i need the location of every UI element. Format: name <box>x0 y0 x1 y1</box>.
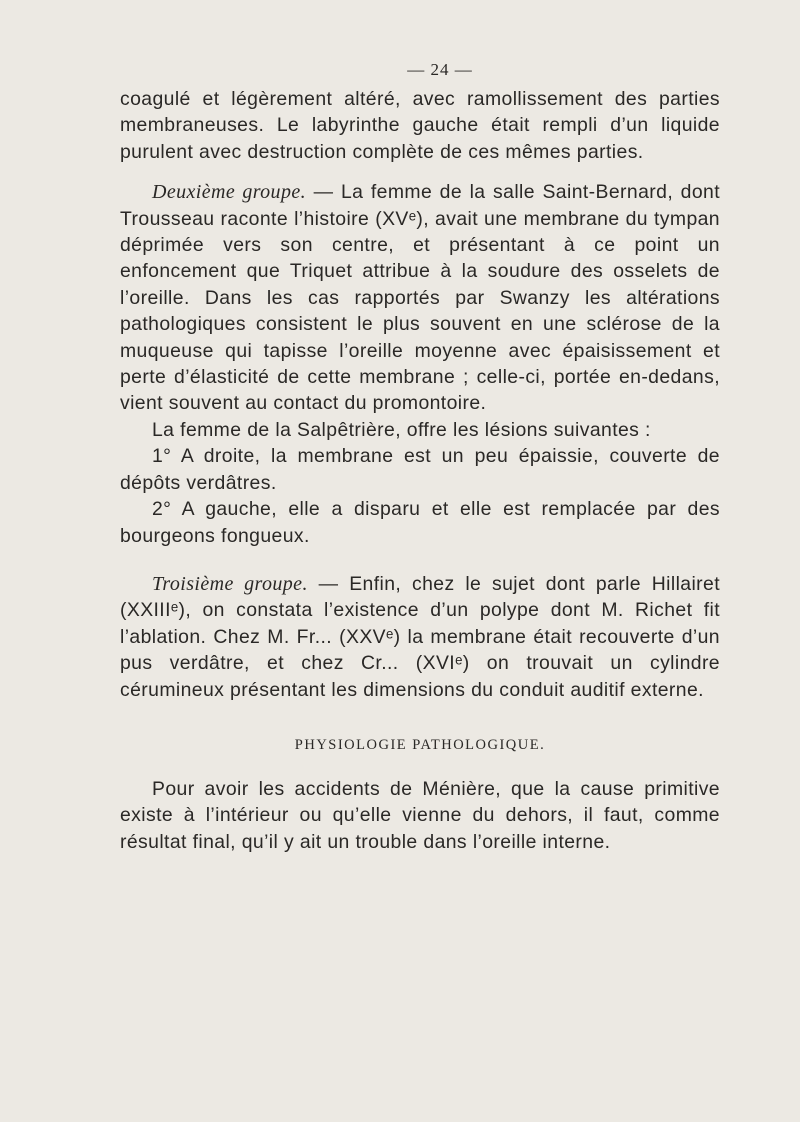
section-heading-physiologie: PHYSIOLOGIE PATHOLOGIQUE. <box>294 736 546 753</box>
page-number: — 24 — <box>407 60 473 79</box>
document-page <box>120 60 720 855</box>
paragraph-salpetriere: La femme de la Salpêtrière, offre les lésions suivantes : <box>152 418 651 441</box>
paragraph-continuation: coagulé et légèrement altéré, avec ramollissement des parties membraneuses. Le labyrinthe gauche était rempli d’un liquide purulent avec destruction complète de ces mêmes parties. <box>120 88 720 163</box>
list-item-gauche: 2° A gauche, elle a disparu et elle est remplacée par des bourgeons fongueux. <box>120 498 720 547</box>
section-title-deuxieme-groupe: Deuxième groupe. <box>152 181 307 204</box>
paragraph-text: — La femme de la salle Saint-Bernard, dont Trousseau raconte l’histoire (XVᵉ), avait une membrane du tympan déprimée vers son centre, et présentant à ce point un enfoncement que Triquet attribue à la soudure des osselets de l’oreille. Dans les cas rapportés par Swanzy les altérations pathologiques consistent le plus souvent en une sclérose de la muqueuse qui tapisse l’oreille moyenne avec épaisissement et perte d’élasticité de cette membrane ; celle-ci, portée en-dedans, vient souvent au contact du promontoire. <box>120 181 720 415</box>
paragraph-troisieme-groupe <box>120 571 720 703</box>
paragraph-deuxieme-groupe <box>120 179 720 417</box>
paragraph-text: — Enfin, chez le sujet dont parle Hillairet (XXIIIᵉ), on constata l’existence d’un polype dont M. Richet fit l’ablation. Chez M. Fr... (XXVᵉ) la membrane était recouverte d’un pus verdâtre, et chez Cr... (XVIᵉ) on trouvait un cylindre cérumineux présentant les dimensions du conduit auditif externe. <box>120 572 720 701</box>
paragraph-physiologie: Pour avoir les accidents de Ménière, que la cause primitive existe à l’intérieur ou qu’elle vienne du dehors, il faut, comme résultat final, qu’il y ait un trouble dans l’oreille interne. <box>120 777 720 853</box>
list-item-droite: 1° A droite, la membrane est un peu épaissie, couverte de dépôts verdâtres. <box>120 445 720 494</box>
section-title-troisieme-groupe: Troisième groupe. <box>152 572 308 595</box>
